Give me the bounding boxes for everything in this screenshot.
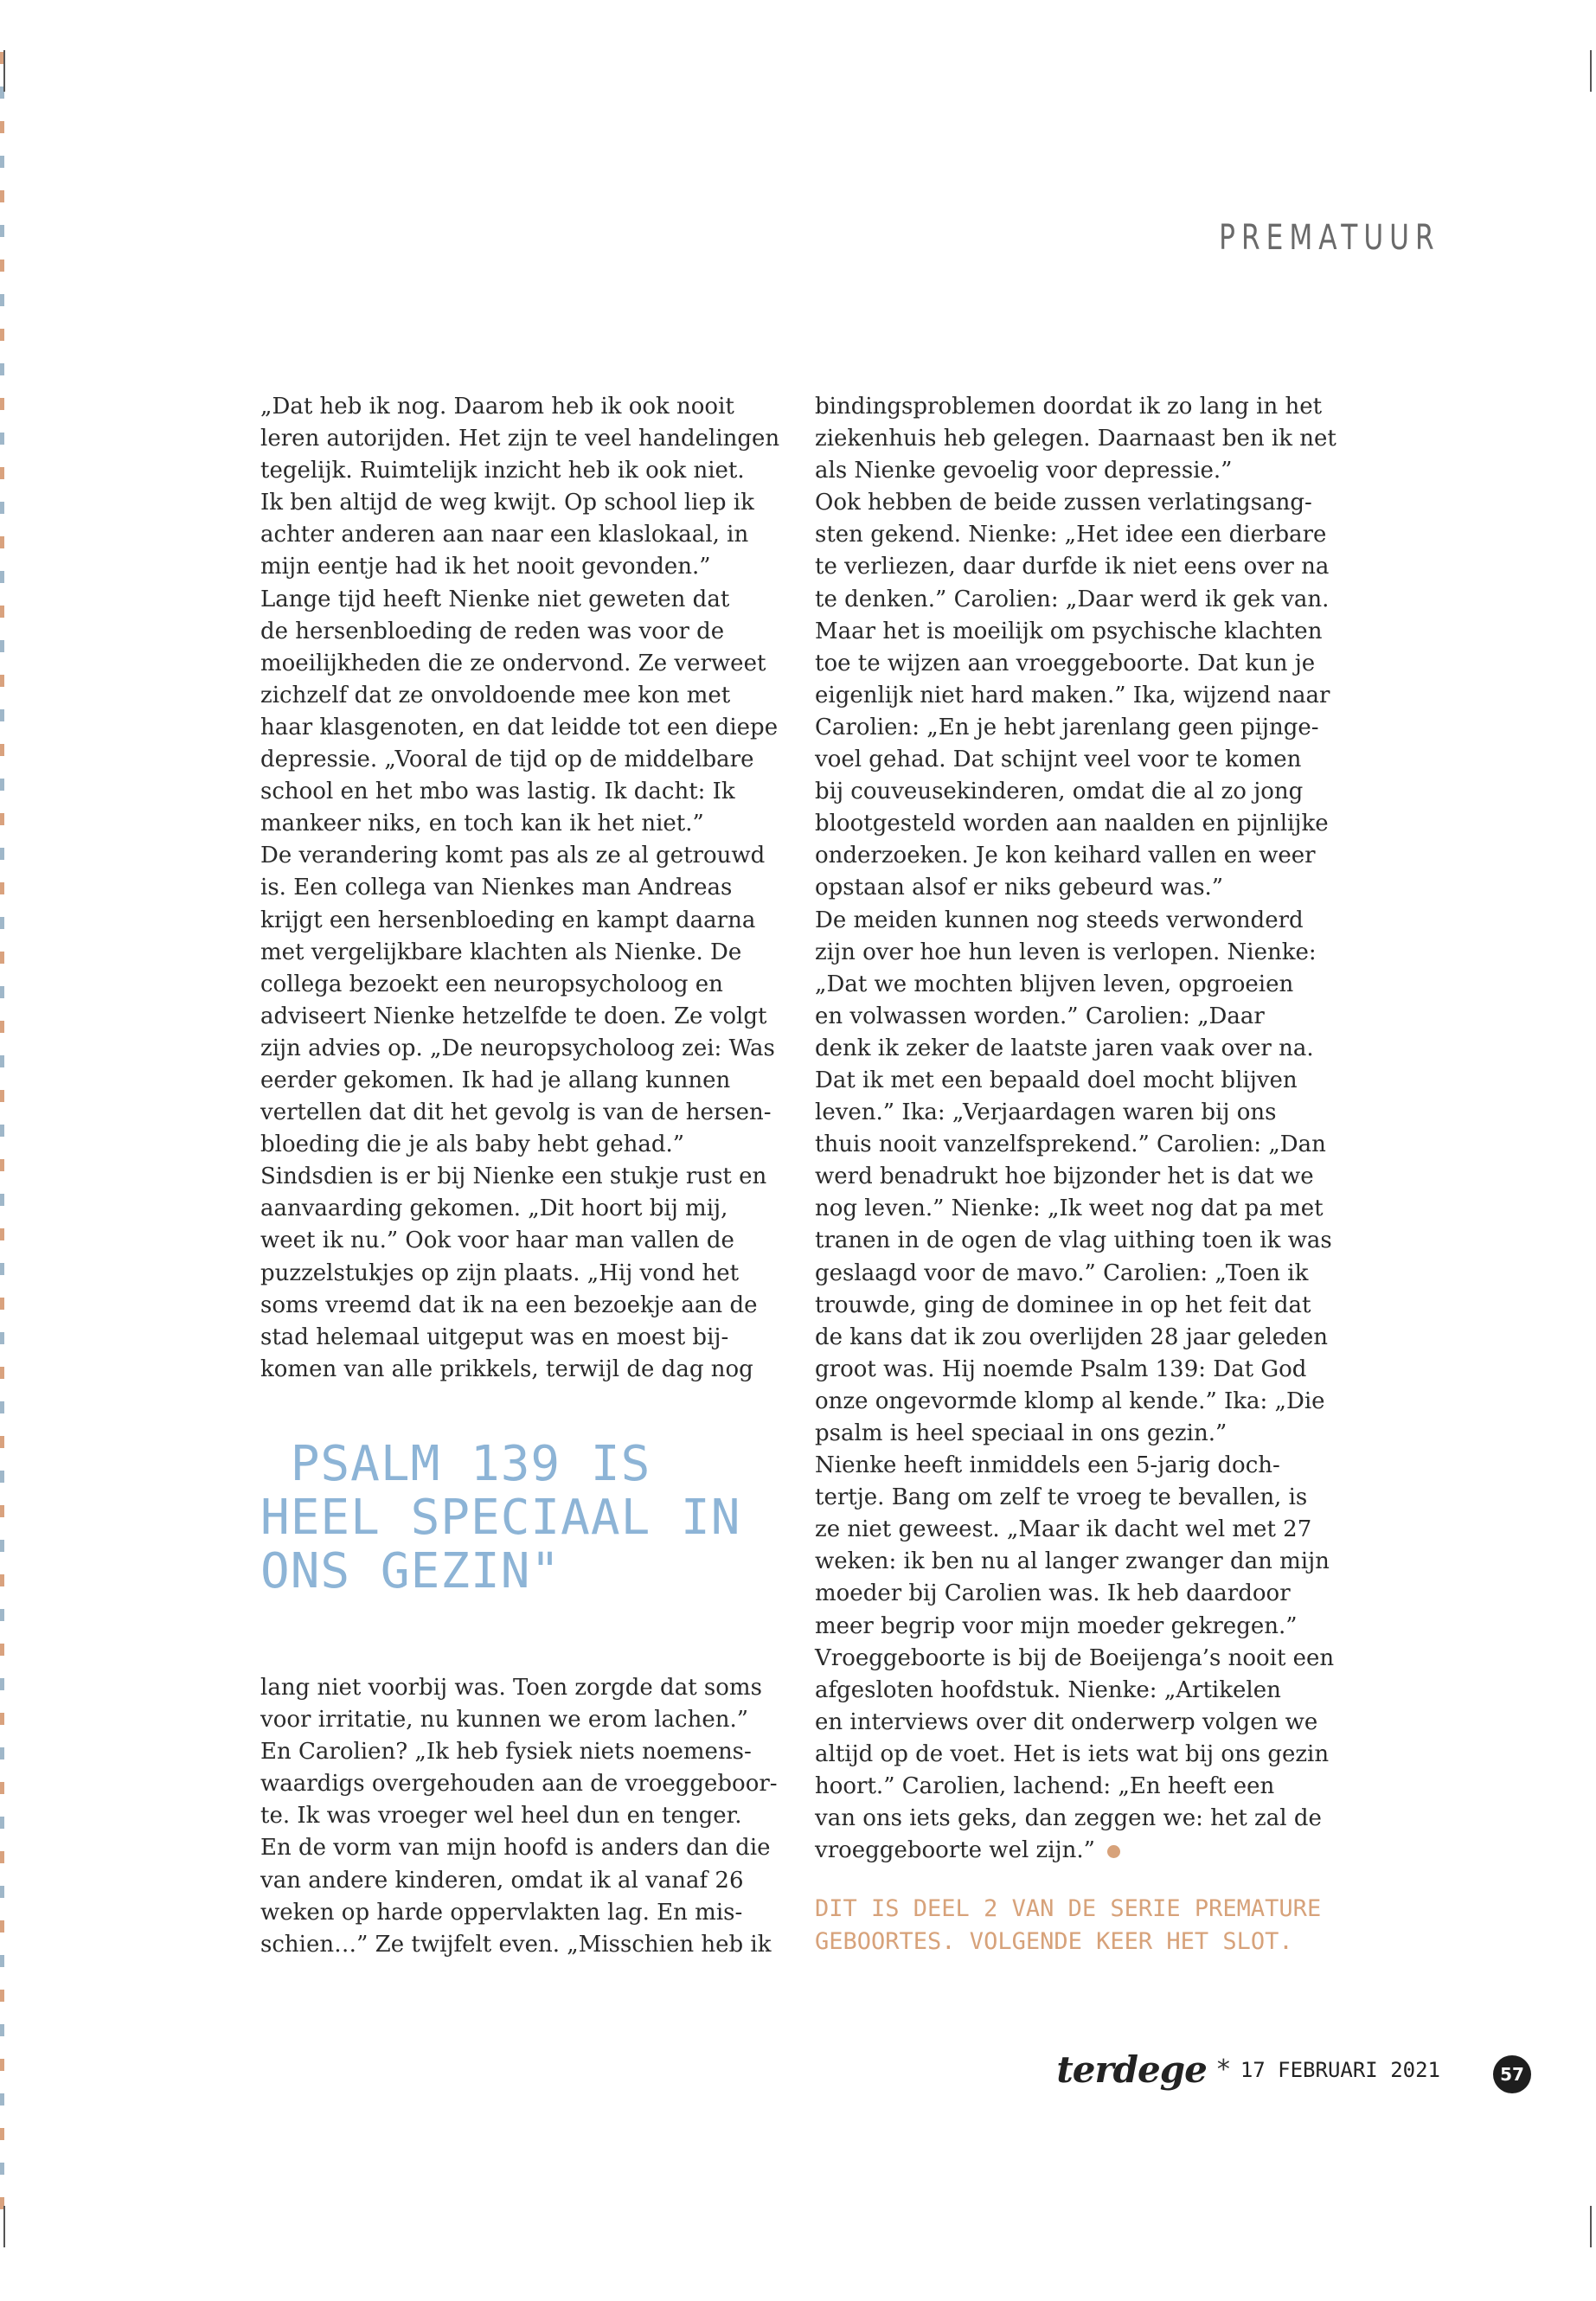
article-line: meer begrip voor mijn moeder gekregen.” [815,1612,1298,1639]
edge-color-marks [0,52,4,2232]
article-line: ziekenhuis heb gelegen. Daarnaast ben ik net [815,426,1336,452]
article-line: en volwassen worden.” Carolien: „Daar [815,1003,1265,1029]
article-line: thuis nooit vanzelfsprekend.” Carolien: „Dan [815,1131,1326,1158]
article-line: lang niet voorbij was. Toen zorgde dat soms [260,1675,762,1701]
article-line: blootgesteld worden aan naalden en pijnlijke [815,811,1329,837]
article-line: te. Ik was vroeger wel heel dun en tenger. [260,1803,742,1830]
article-line: krijgt een hersenbloeding en kampt daarna [260,907,756,933]
article-line: afgesloten hoofdstuk. Nienke: „Artikelen [815,1676,1281,1703]
article-line: depressie. „Vooral de tijd op de middelbare [260,747,754,773]
article-line: weet ik nu.” Ook voor haar man vallen de [260,1227,734,1254]
article-line: Dat ik met een bepaald doel mocht blijven [815,1067,1298,1093]
article-line: En de vorm van mijn hoofd is anders dan die [260,1835,771,1862]
article-line: hoort.” Carolien, lachend: „En heeft een [815,1773,1275,1800]
article-line-text: vroeggeboorte wel zijn.” [815,1837,1095,1864]
article-line: eerder gekomen. Ik had je allang kunnen [260,1067,731,1093]
article-line: ze niet geweest. „Maar ik dacht wel met 27 [815,1516,1312,1543]
article-line: moeder bij Carolien was. Ik heb daardoor [815,1580,1291,1607]
article-line: bindingsproblemen doordat ik zo lang in het [815,394,1323,420]
article-line: soms vreemd dat ik na een bezoekje aan de [260,1292,758,1318]
article-line: toe te wijzen aan vroeggeboorte. Dat kun je [815,650,1316,676]
article-line: met vergelijkbare klachten als Nienke. De [260,939,742,965]
article-line: leren autorijden. Het zijn te veel handelingen [260,426,780,452]
article-line: psalm is heel speciaal in ons gezin.” [815,1420,1227,1446]
article-line: moeilijkheden die ze ondervond. Ze verweet [260,650,766,676]
article-line: als Nienke gevoelig voor depressie.” [815,458,1233,484]
article-line: werd benadrukt hoe bijzonder het is dat we [815,1163,1314,1190]
article-line: Nienke heeft inmiddels een 5-jarig doch- [815,1452,1280,1479]
article-line: achter anderen aan naar een klaslokaal, in [260,522,749,548]
article-line: tertje. Bang om zelf te vroeg te bevallen, is [815,1484,1308,1511]
article-line: de hersenbloeding de reden was voor de [260,618,725,644]
article-line: tegelijk. Ruimtelijk inzicht heb ik ook niet. [260,458,745,484]
page-footer [1056,2048,1440,2091]
text-line: HEEL SPECIAAL IN [260,1490,741,1546]
article-column-left-top [260,391,788,1386]
article-line: mijn eentje had ik het nooit gevonden.” [260,554,711,580]
article-line [815,1835,1351,1867]
article-line: nog leven.” Nienke: „Ik weet nog dat pa met [815,1195,1324,1222]
article-line: Vroeggeboorte is bij de Boeijenga’s nooit een [815,1644,1335,1671]
article-line: altijd op de voet. Het is iets wat bij ons gezin [815,1740,1330,1767]
text-line: ONS GEZIN" [260,1543,561,1599]
article-line: De meiden kunnen nog steeds verwonderd [815,907,1304,933]
article-line: opstaan alsof er niks gebeurd was.” [815,875,1224,901]
article-line: zijn advies op. „De neuropsycholoog zei: Was [260,1035,775,1061]
article-line: voor irritatie, nu kunnen we erom lachen.” [260,1707,749,1734]
article-line: haar klasgenoten, en dat leidde tot een diepe [260,714,779,740]
crop-mark-top-right [1590,50,1592,92]
crop-mark-top-left [3,50,5,92]
article-line: school en het mbo was lastig. Ik dacht: Ik [260,779,735,805]
article-line: Lange tijd heeft Nienke niet geweten dat [260,586,730,612]
text-line: GEBOORTES. VOLGENDE KEER HET SLOT. [815,1928,1293,1955]
article-line: eigenlijk niet hard maken.” Ika, wijzend naar [815,682,1330,708]
article-line: en interviews over dit onderwerp volgen we [815,1708,1318,1735]
article-line: Maar het is moeilijk om psychische klachten [815,618,1323,644]
article-line: vertellen dat dit het gevolg is van de hersen- [260,1099,772,1126]
text-line: PSALM 139 IS [260,1436,651,1492]
page-number: 57 [1493,2055,1531,2093]
article-line: En Carolien? „Ik heb fysiek niets noemens- [260,1739,752,1766]
article-line: geslaagd voor de mavo.” Carolien: „Toen ik [815,1259,1309,1286]
article-line: denk ik zeker de laatste jaren vaak over na. [815,1035,1314,1061]
article-line: komen van alle prikkels, terwijl de dag nog [260,1356,753,1382]
article-line: voel gehad. Dat schijnt veel voor te komen [815,747,1302,773]
article-line: bloeding die je als baby hebt gehad.” [260,1131,685,1158]
series-note [815,1893,1368,1958]
separator: * [1216,2054,1230,2085]
article-line: van ons iets geks, dan zeggen we: het zal de [815,1805,1322,1832]
article-line: stad helemaal uitgeput was en moest bij- [260,1324,729,1350]
article-line: Ook hebben de beide zussen verlatingsang- [815,490,1312,516]
pull-quote [260,1438,779,1599]
article-line: De verandering komt pas als ze al getrouwd [260,843,766,869]
article-line: puzzelstukjes op zijn plaats. „Hij vond het [260,1259,740,1286]
article-line: de kans dat ik zou overlijden 28 jaar geleden [815,1324,1328,1350]
article-line: Carolien: „En je hebt jarenlang geen pijnge- [815,714,1319,740]
crop-mark-bottom-right [1590,2206,1592,2247]
article-line: collega bezoekt een neuropsycholoog en [260,971,723,997]
article-line: waardigs overgehouden aan de vroeggeboor- [260,1771,778,1798]
article-line: adviseert Nienke hetzelfde te doen. Ze volgt [260,1003,767,1029]
article-line: bij couveusekinderen, omdat die al zo jong [815,779,1304,805]
crop-mark-bottom-left [3,2206,5,2247]
article-line: leven.” Ika: „Verjaardagen waren bij ons [815,1099,1277,1126]
article-line: „Dat heb ik nog. Daarom heb ik ook nooit [260,394,734,420]
article-line: trouwde, ging de dominee in op het feit dat [815,1292,1311,1318]
article-line: is. Een collega van Nienkes man Andreas [260,875,733,901]
article-line: zijn over hoe hun leven is verlopen. Nienke: [815,939,1317,965]
article-line: van andere kinderen, omdat ik al vanaf 26 [260,1867,744,1894]
magazine-logo: terdege [1056,2048,1207,2091]
article-column-right [815,391,1351,1867]
article-line: Ik ben altijd de weg kwijt. Op school liep ik [260,490,754,516]
article-line: onze ongevormde klomp al kende.” Ika: „Die [815,1388,1325,1414]
article-line: zichzelf dat ze onvoldoende mee kon met [260,682,731,708]
article-line: sten gekend. Nienke: „Het idee een dierbare [815,522,1327,548]
section-label: PREMATUUR [1219,218,1440,258]
article-line: onderzoeken. Je kon keihard vallen en weer [815,843,1316,869]
article-line: schien…” Ze twijfelt even. „Misschien heb ik [260,1931,772,1958]
article-line: te verliezen, daar durfde ik niet eens over na [815,554,1330,580]
issue-date: 17 FEBRUARI 2021 [1240,2057,1440,2082]
article-line: aanvaarding gekomen. „Dit hoort bij mij, [260,1195,728,1222]
article-line: „Dat we mochten blijven leven, opgroeien [815,971,1294,997]
article-line: groot was. Hij noemde Psalm 139: Dat God [815,1356,1307,1382]
article-column-left-bottom [260,1672,788,1961]
article-line: tranen in de ogen de vlag uithing toen ik was [815,1227,1332,1254]
article-line: te denken.” Carolien: „Daar werd ik gek van. [815,586,1330,612]
text-line: DIT IS DEEL 2 VAN DE SERIE PREMATURE [815,1895,1322,1922]
article-line: weken op harde oppervlakten lag. En mis- [260,1899,743,1926]
article-line: mankeer niks, en toch kan ik het niet.” [260,811,704,837]
article-line: Sindsdien is er bij Nienke een stukje rust en [260,1163,767,1190]
article-line: weken: ik ben nu al langer zwanger dan mijn [815,1548,1330,1575]
end-marker-icon [1107,1845,1120,1858]
